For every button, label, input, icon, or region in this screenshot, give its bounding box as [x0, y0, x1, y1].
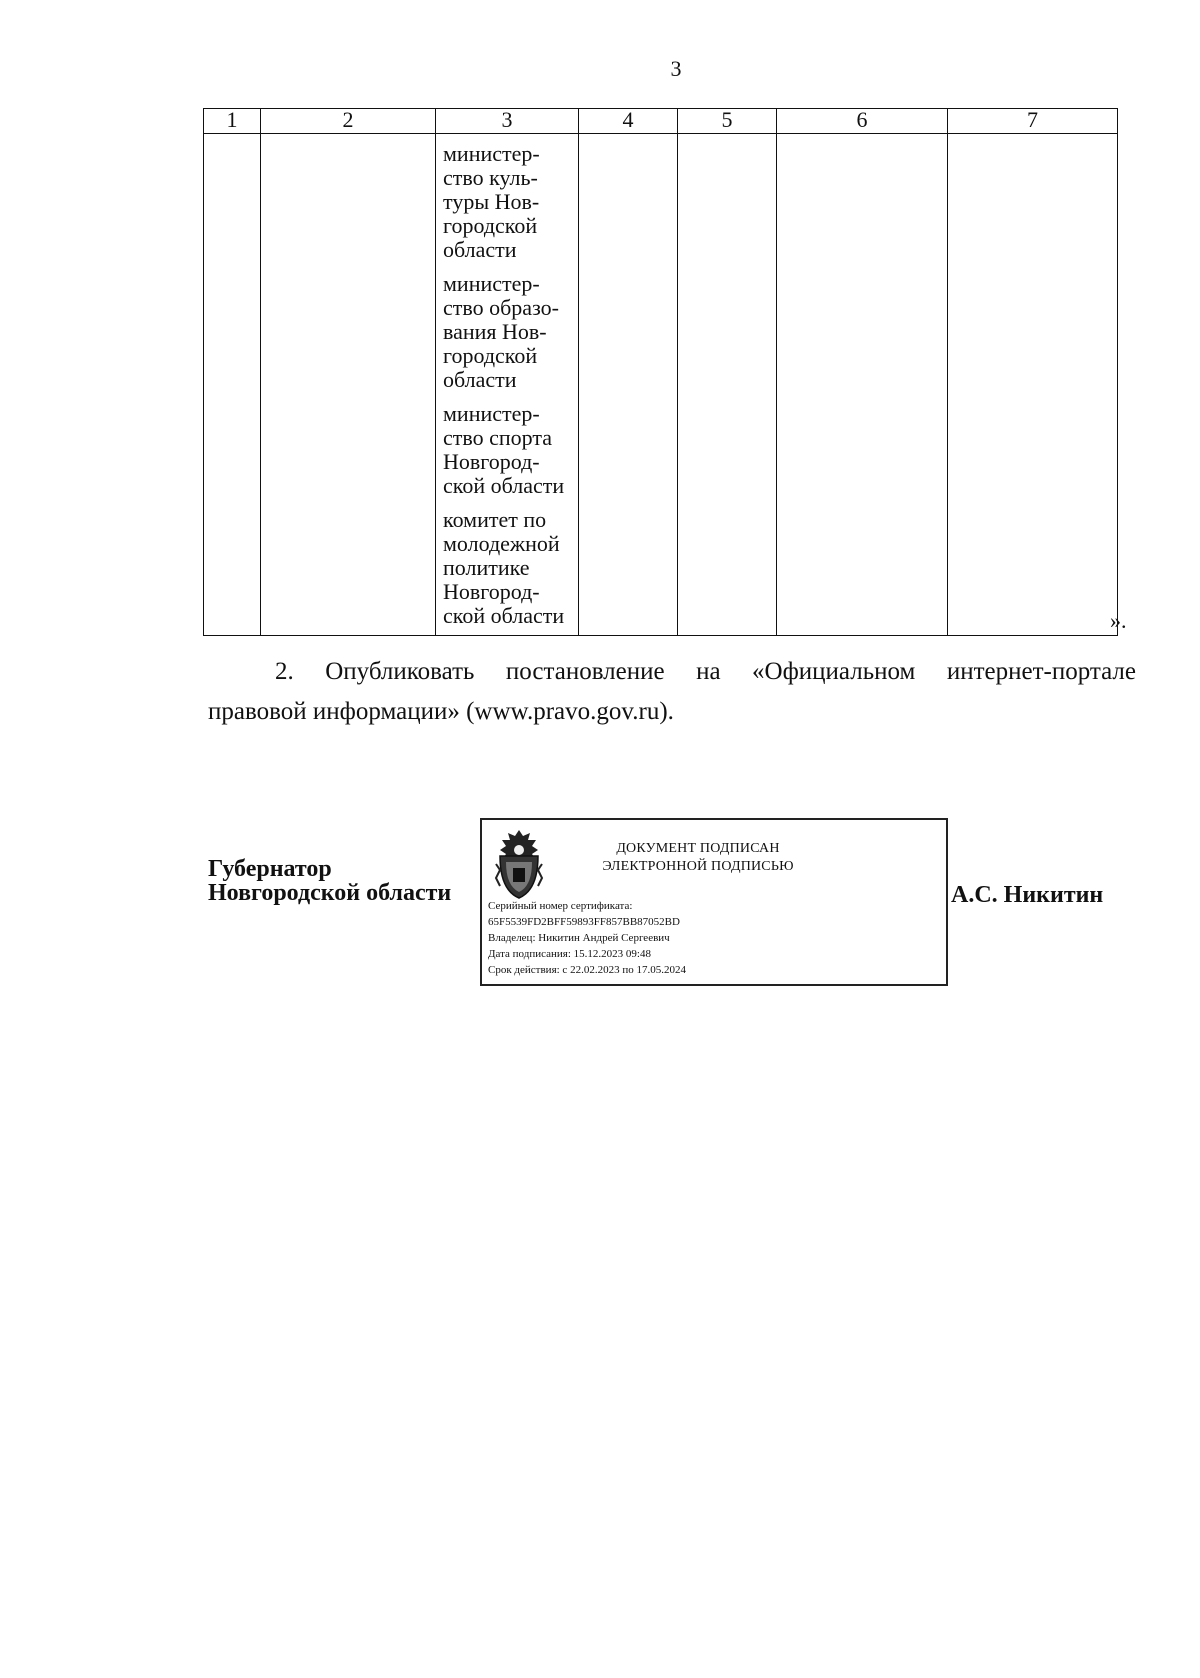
measures-table: [203, 108, 1118, 636]
table-header-cell: 2: [261, 109, 436, 134]
org-sport-ministry: министер- ство спорта Новгород- ской области: [443, 401, 565, 498]
table-row: [204, 134, 1118, 636]
table-cell: [678, 134, 777, 636]
publication-clause: [208, 652, 1136, 732]
signatory-title-line2: Новгородской области: [208, 880, 452, 906]
table-cell: [777, 134, 948, 636]
signatory-title: [208, 857, 451, 905]
table-cell: [261, 134, 436, 636]
table-header-row: [204, 109, 1118, 134]
coat-of-arms-icon: [492, 826, 546, 902]
serial-label: Серийный номер сертификата:: [488, 900, 633, 912]
org-youth-committee: комитет по молодежной политике Новгород- ской области: [443, 507, 565, 628]
stamp-heading-line1: ДОКУМЕНТ ПОДПИСАН: [616, 841, 780, 856]
certificate-owner: Владелец: Никитин Андрей Сергеевич: [488, 932, 670, 944]
publication-clause-line2: правовой информации» (www.pravo.gov.ru).: [208, 698, 674, 725]
table-header-cell: 7: [948, 109, 1118, 134]
serial-number: 65F5539FD2BFF59893FF857BB87052BD: [488, 916, 680, 928]
table-header-cell: 3: [436, 109, 579, 134]
table-header-cell: 1: [204, 109, 261, 134]
certificate-validity: Срок действия: с 22.02.2023 по 17.05.2024: [488, 964, 686, 976]
signatory-name: А.С. Никитин: [951, 882, 1104, 908]
responsible-bodies-cell: [436, 134, 579, 636]
signatory-title-line1: Губернатор: [208, 856, 332, 882]
page-number: 3: [670, 56, 682, 81]
closing-quote: ».: [1110, 608, 1127, 633]
table-header-cell: 5: [678, 109, 777, 134]
table-cell: [204, 134, 261, 636]
signing-date: Дата подписания: 15.12.2023 09:48: [488, 948, 651, 960]
electronic-signature-stamp: [480, 818, 948, 986]
table-header-cell: 4: [579, 109, 678, 134]
org-culture-ministry: министер- ство куль- туры Нов- городской области: [443, 141, 540, 262]
org-education-ministry: министер- ство образо- вания Нов- городской области: [443, 271, 559, 392]
table-header-cell: 6: [777, 109, 948, 134]
stamp-heading: [568, 840, 828, 876]
stamp-details: [488, 898, 686, 978]
table-cell: [948, 134, 1118, 636]
stamp-heading-line2: ЭЛЕКТРОННОЙ ПОДПИСЬЮ: [602, 859, 794, 874]
table-cell: [579, 134, 678, 636]
publication-clause-line1: 2. Опубликовать постановление на «Официальном интернет-портале: [275, 658, 1136, 685]
